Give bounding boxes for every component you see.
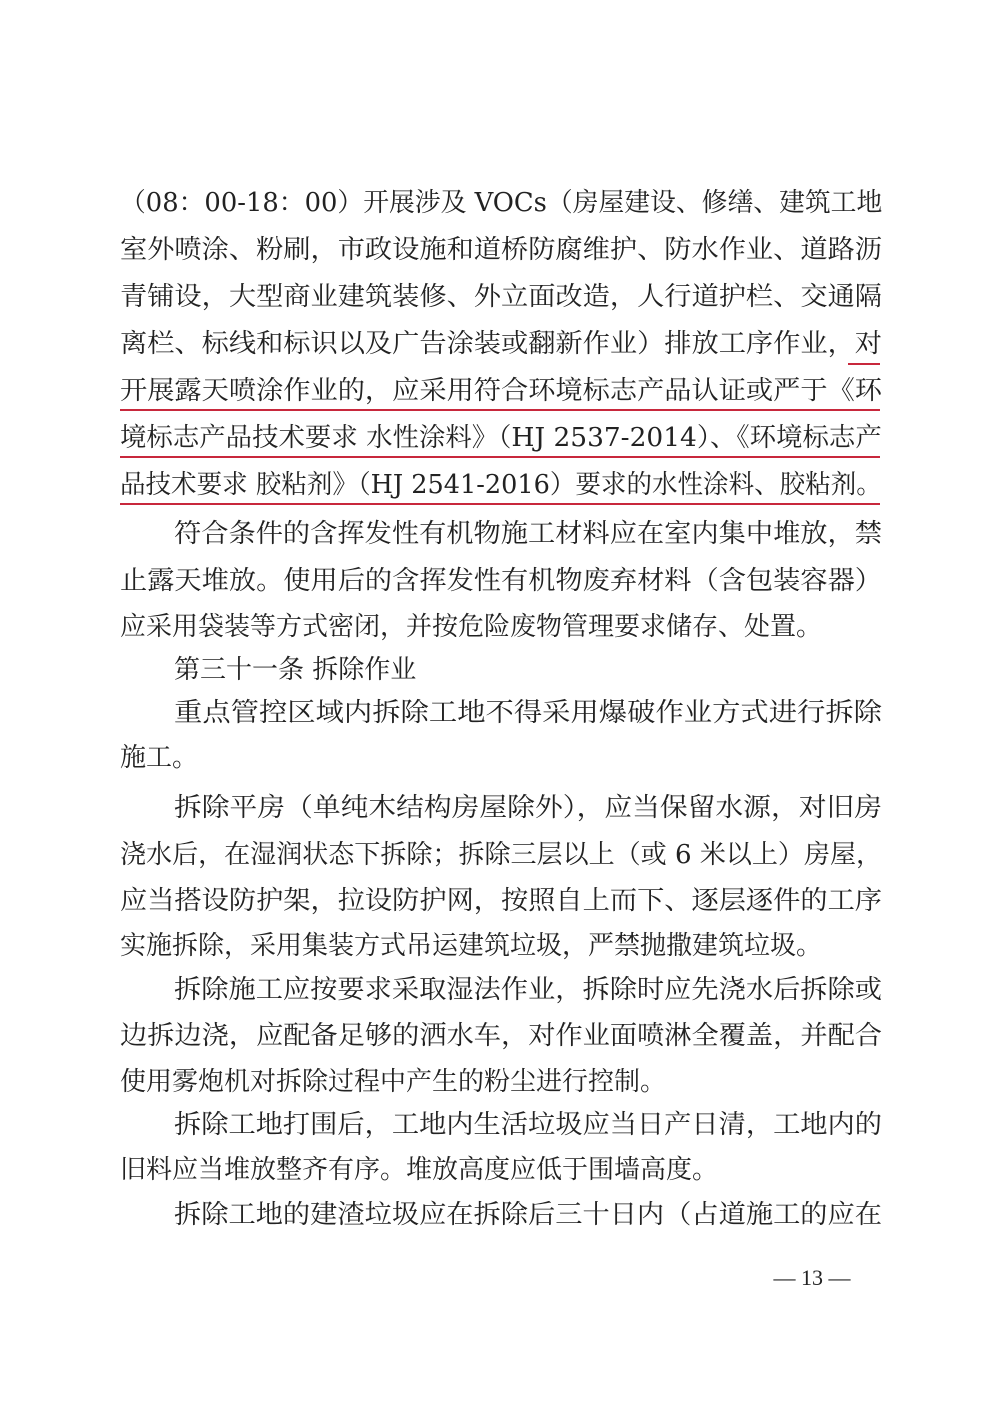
red-underline <box>120 503 880 505</box>
paragraph-first-line: 符合条件的含挥发性有机物施工材料应在室内集中堆放，禁 <box>174 519 883 549</box>
text-line: 室外喷涂、粉刷，市政设施和道桥防腐维护、防水作业、道路沥 <box>120 235 883 265</box>
paragraph-first-line: 拆除施工应按要求采取湿法作业，拆除时应先浇水后拆除或 <box>174 975 883 1005</box>
red-underline <box>848 363 880 365</box>
paragraph-first-line: 拆除平房（单纯木结构房屋除外），应当保留水源，对旧房 <box>174 793 883 823</box>
article-heading: 第三十一条 拆除作业 <box>174 655 417 685</box>
text-line: 旧料应当堆放整齐有序。堆放高度应低于围墙高度。 <box>120 1155 719 1185</box>
paragraph-first-line: 拆除工地打围后，工地内生活垃圾应当日产日清，工地内的 <box>174 1110 883 1140</box>
paragraph-first-line: 拆除工地的建渣垃圾应在拆除后三十日内（占道施工的应在 <box>174 1200 883 1230</box>
text-line: 施工。 <box>120 743 199 773</box>
text-line: 实施拆除，采用集装方式吊运建筑垃圾，严禁抛撒建筑垃圾。 <box>120 931 823 961</box>
text-line: （08：00-18：00）开展涉及 VOCs（房屋建设、修缮、建筑工地 <box>120 188 883 218</box>
red-underline <box>120 456 880 458</box>
text-line: 青铺设，大型商业建筑装修、外立面改造，人行道护栏、交通隔 <box>120 282 883 312</box>
text-line: 边拆边浇，应配备足够的洒水车，对作业面喷淋全覆盖，并配合 <box>120 1021 883 1051</box>
text-line: 品技术要求 胶粘剂》（HJ 2541-2016）要求的水性涂料、胶粘剂。 <box>120 470 882 500</box>
red-underline <box>120 409 880 411</box>
paragraph-first-line: 重点管控区域内拆除工地不得采用爆破作业方式进行拆除 <box>174 698 883 728</box>
text-line: 应采用袋装等方式密闭，并按危险废物管理要求储存、处置。 <box>120 612 823 642</box>
text-line: 浇水后，在湿润状态下拆除；拆除三层以上（或 6 米以上）房屋， <box>120 840 883 870</box>
text-line: 应当搭设防护架，拉设防护网，按照自上而下、逐层逐件的工序 <box>120 886 883 916</box>
text-line: 使用雾炮机对拆除过程中产生的粉尘进行控制。 <box>120 1067 667 1097</box>
text-line: 离栏、标线和标识以及广告涂装或翻新作业）排放工序作业，对 <box>120 329 883 359</box>
text-line: 止露天堆放。使用后的含挥发性有机物废弃材料（含包装容器） <box>120 566 883 596</box>
page-number: — 13 — <box>773 1265 851 1290</box>
text-line: 开展露天喷涂作业的，应采用符合环境标志产品认证或严于《环 <box>120 376 883 406</box>
text-line: 境标志产品技术要求 水性涂料》（HJ 2537-2014）、《环境标志产 <box>120 423 882 453</box>
